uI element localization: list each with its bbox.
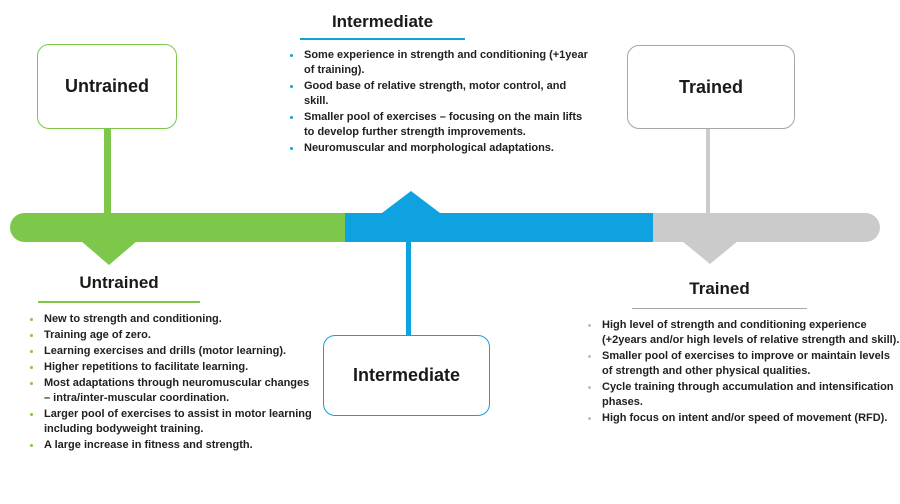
bullet-item: • New to strength and conditioning. xyxy=(42,312,318,327)
untrained-heading-label: Untrained xyxy=(79,273,159,292)
bullet-item: • Smaller pool of exercises – focusing on the main lifts to develop further strength improvements. xyxy=(302,110,593,140)
untrained-heading xyxy=(38,271,200,303)
timeline-segment-intermediate xyxy=(345,213,653,242)
bullet-item: • Larger pool of exercises to assist in motor learning including bodyweight training. xyxy=(42,407,318,437)
untrained-bullet-list xyxy=(18,312,318,453)
bullet-item: • High focus on intent and/or speed of movement (RFD). xyxy=(600,411,900,426)
timeline-segment-trained xyxy=(653,213,880,242)
timeline-segment-untrained xyxy=(10,213,345,242)
intermediate-box-label: Intermediate xyxy=(352,365,461,385)
intermediate-bullet-list xyxy=(283,48,593,156)
intermediate-heading-label: Intermediate xyxy=(331,12,434,31)
bullet-item: • Cycle training through accumulation and intensification phases. xyxy=(600,380,900,410)
trained-box xyxy=(627,45,795,129)
trained-connector-line xyxy=(706,127,710,214)
bullet-item: • Learning exercises and drills (motor learning). xyxy=(42,344,318,359)
trained-box-label: Trained xyxy=(678,76,744,97)
bullet-item: • High level of strength and conditioning experience (+2years and/or high levels of relative strength and skill). xyxy=(600,318,900,348)
bullet-item: • Most adaptations through neuromuscular changes – intra/inter-muscular coordination. xyxy=(42,376,318,406)
trained-heading xyxy=(632,277,807,309)
intermediate-heading xyxy=(300,10,465,40)
bullet-item: • Some experience in strength and conditioning (+1year of training). xyxy=(302,48,593,78)
trained-section xyxy=(570,277,900,427)
intermediate-connector-line xyxy=(406,241,411,336)
bullet-item: • Neuromuscular and morphological adaptations. xyxy=(302,141,593,156)
untrained-box-label: Untrained xyxy=(64,76,149,96)
intermediate-section xyxy=(283,10,593,157)
intermediate-up-arrow-icon xyxy=(382,191,440,213)
bullet-item: • A large increase in fitness and strength. xyxy=(42,438,318,453)
bullet-item: • Good base of relative strength, motor control, and skill. xyxy=(302,79,593,109)
untrained-connector-line xyxy=(104,126,111,214)
trained-heading-label: Trained xyxy=(689,279,750,298)
untrained-section xyxy=(18,271,318,454)
bullet-item: • Training age of zero. xyxy=(42,328,318,343)
timeline-bar xyxy=(10,213,880,242)
bullet-item: • Smaller pool of exercises to improve or maintain levels of strength and other physical qualities. xyxy=(600,349,900,379)
bullet-item: • Higher repetitions to facilitate learning. xyxy=(42,360,318,375)
untrained-box xyxy=(37,44,177,129)
trained-down-arrow-icon xyxy=(682,241,738,264)
trained-bullet-list xyxy=(570,318,900,426)
untrained-down-arrow-icon xyxy=(81,241,137,265)
intermediate-box xyxy=(323,335,490,416)
